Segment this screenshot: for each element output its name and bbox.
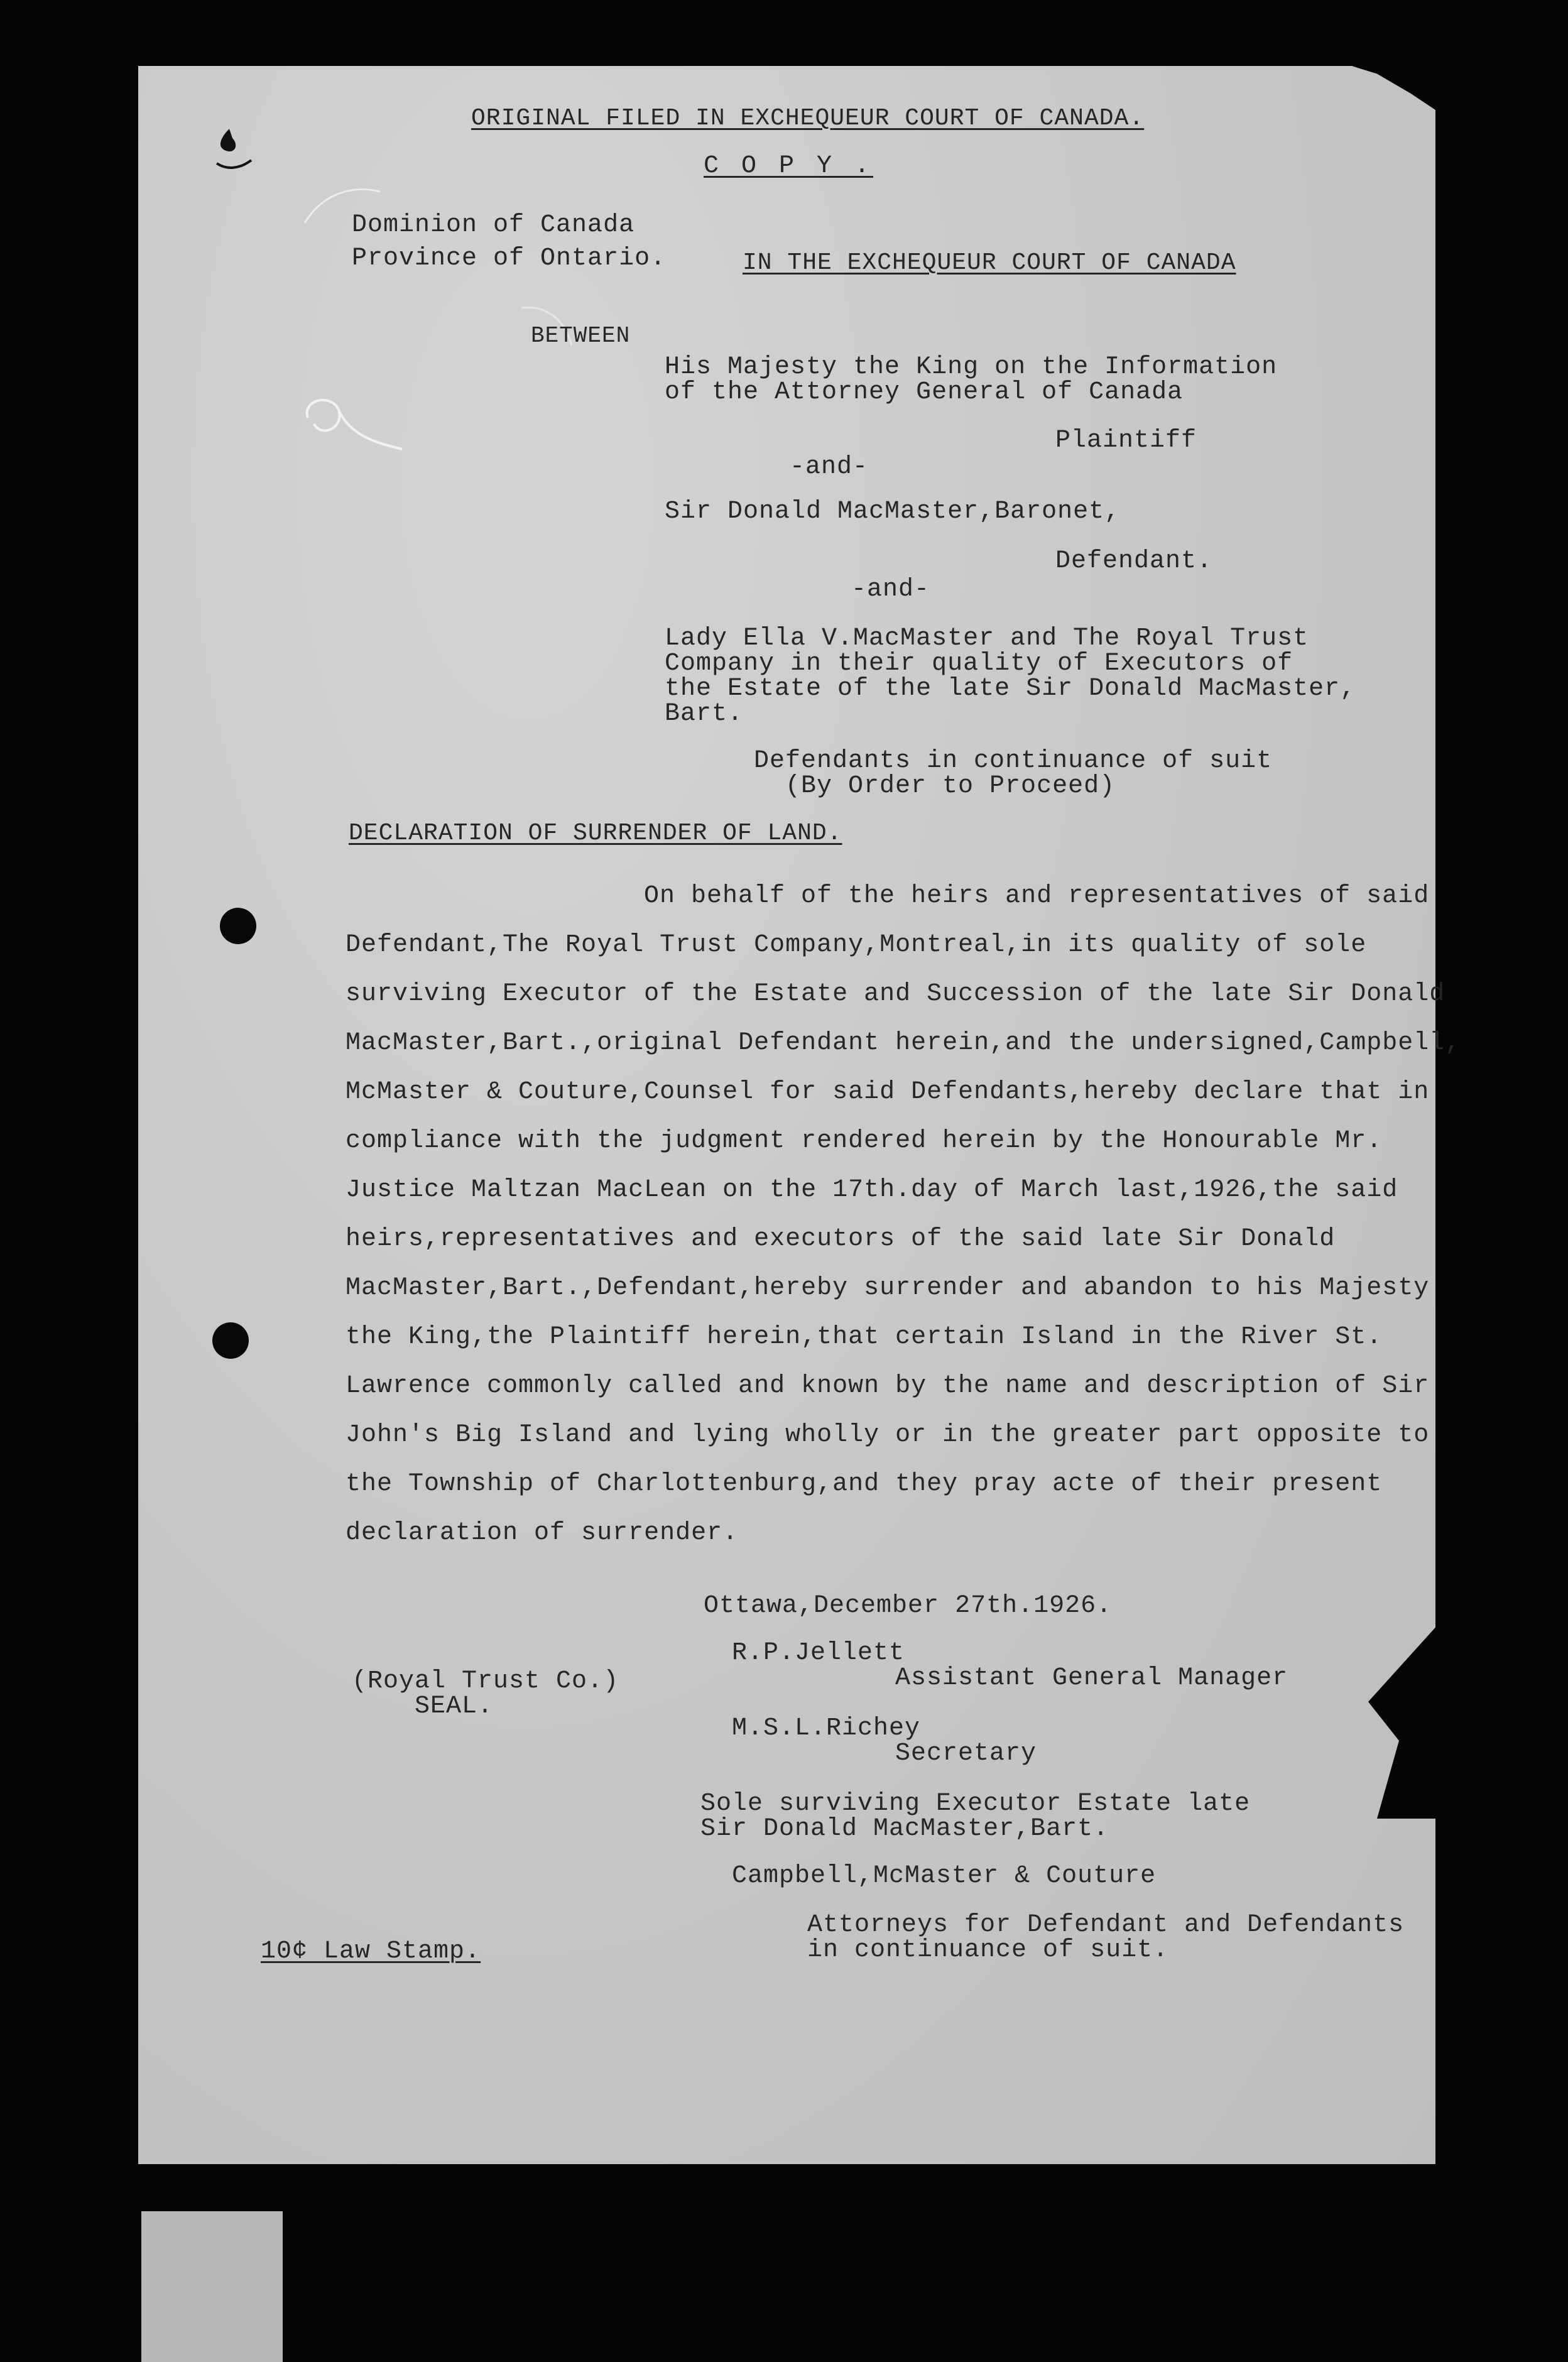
body-line: Defendant,The Royal Trust Company,Montreal,in its quality of sole xyxy=(346,931,1367,959)
executors-line-2: Company in their quality of Executors of xyxy=(665,650,1293,678)
continuance-line-1: Defendants in continuance of suit xyxy=(754,747,1273,775)
seal-line-2: SEAL. xyxy=(415,1692,494,1721)
and-separator-1: -and- xyxy=(790,453,869,481)
body-line: MacMaster,Bart.,original Defendant herein,and the undersigned,Campbell, xyxy=(346,1029,1461,1057)
executor-line-1: Sole surviving Executor Estate late xyxy=(700,1790,1251,1818)
body-line: MacMaster,Bart.,Defendant,hereby surrender and abandon to his Majesty xyxy=(346,1274,1430,1302)
executors-line-3: the Estate of the late Sir Donald MacMaster, xyxy=(665,675,1356,703)
body-line: On behalf of the heirs and representatives of said xyxy=(644,882,1430,910)
signer-1-name: R.P.Jellett xyxy=(732,1639,905,1667)
body-line: the King,the Plaintiff herein,that certain Island in the River St. xyxy=(346,1323,1383,1351)
document-page xyxy=(138,66,1461,2164)
firm-name: Campbell,McMaster & Couture xyxy=(732,1862,1157,1890)
body-line: Lawrence commonly called and known by the name and description of Sir xyxy=(346,1372,1430,1400)
handwritten-mark-top-icon xyxy=(207,126,258,176)
body-line: heirs,representatives and executors of the said late Sir Donald xyxy=(346,1225,1336,1253)
body-line: compliance with the judgment rendered herein by the Honourable Mr. xyxy=(346,1127,1383,1155)
attorneys-line-1: Attorneys for Defendant and Defendants xyxy=(807,1911,1405,1939)
executor-line-2: Sir Donald MacMaster,Bart. xyxy=(700,1815,1109,1843)
signer-2-name: M.S.L.Richey xyxy=(732,1714,921,1743)
continuance-line-2: (By Order to Proceed) xyxy=(785,772,1116,800)
body-line: the Township of Charlottenburg,and they pray acte of their present xyxy=(346,1470,1383,1498)
executors-line-4: Bart. xyxy=(665,700,744,728)
between-label: BETWEEN xyxy=(531,323,631,349)
jurisdiction-dominion: Dominion of Canada xyxy=(352,211,635,239)
plaintiff-role: Plaintiff xyxy=(1055,427,1197,455)
jurisdiction-province: Province of Ontario. xyxy=(352,244,667,273)
defendant-name: Sir Donald MacMaster,Baronet, xyxy=(665,498,1121,526)
plaintiff-line-1: His Majesty the King on the Information xyxy=(665,353,1278,381)
seal-line-1: (Royal Trust Co.) xyxy=(352,1667,619,1695)
copy-label: C O P Y . xyxy=(704,152,874,180)
body-line: Justice Maltzan MacLean on the 17th.day of March last,1926,the said xyxy=(346,1176,1398,1204)
body-line: McMaster & Couture,Counsel for said Defendants,hereby declare that in xyxy=(346,1078,1430,1106)
body-line: declaration of surrender. xyxy=(346,1519,739,1547)
underlying-paper-strip xyxy=(141,2211,283,2362)
pencil-scribble-icon xyxy=(295,380,408,455)
and-separator-2: -and- xyxy=(851,575,930,604)
body-line: surviving Executor of the Estate and Succession of the late Sir Donald xyxy=(346,980,1446,1008)
plaintiff-line-2: of the Attorney General of Canada xyxy=(665,378,1184,406)
signer-1-title: Assistant General Manager xyxy=(895,1664,1288,1692)
punch-hole-lower xyxy=(212,1322,249,1359)
place-date: Ottawa,December 27th.1926. xyxy=(704,1592,1113,1620)
filed-notice: ORIGINAL FILED IN EXCHEQUEUR COURT OF CANADA. xyxy=(471,105,1145,132)
torn-edge-right xyxy=(1351,1624,1439,1819)
torn-edge-top xyxy=(1332,60,1445,116)
body-line: John's Big Island and lying wholly or in the greater part opposite to xyxy=(346,1421,1430,1449)
law-stamp-label: 10¢ Law Stamp. xyxy=(261,1937,481,1966)
attorneys-line-2: in continuance of suit. xyxy=(807,1936,1169,1964)
court-title: IN THE EXCHEQUEUR COURT OF CANADA xyxy=(743,249,1236,276)
executors-line-1: Lady Ella V.MacMaster and The Royal Trust xyxy=(665,624,1309,653)
declaration-title: DECLARATION OF SURRENDER OF LAND. xyxy=(349,820,842,847)
punch-hole-upper xyxy=(220,908,256,944)
signer-2-title: Secretary xyxy=(895,1739,1037,1768)
defendant-role: Defendant. xyxy=(1055,547,1213,575)
